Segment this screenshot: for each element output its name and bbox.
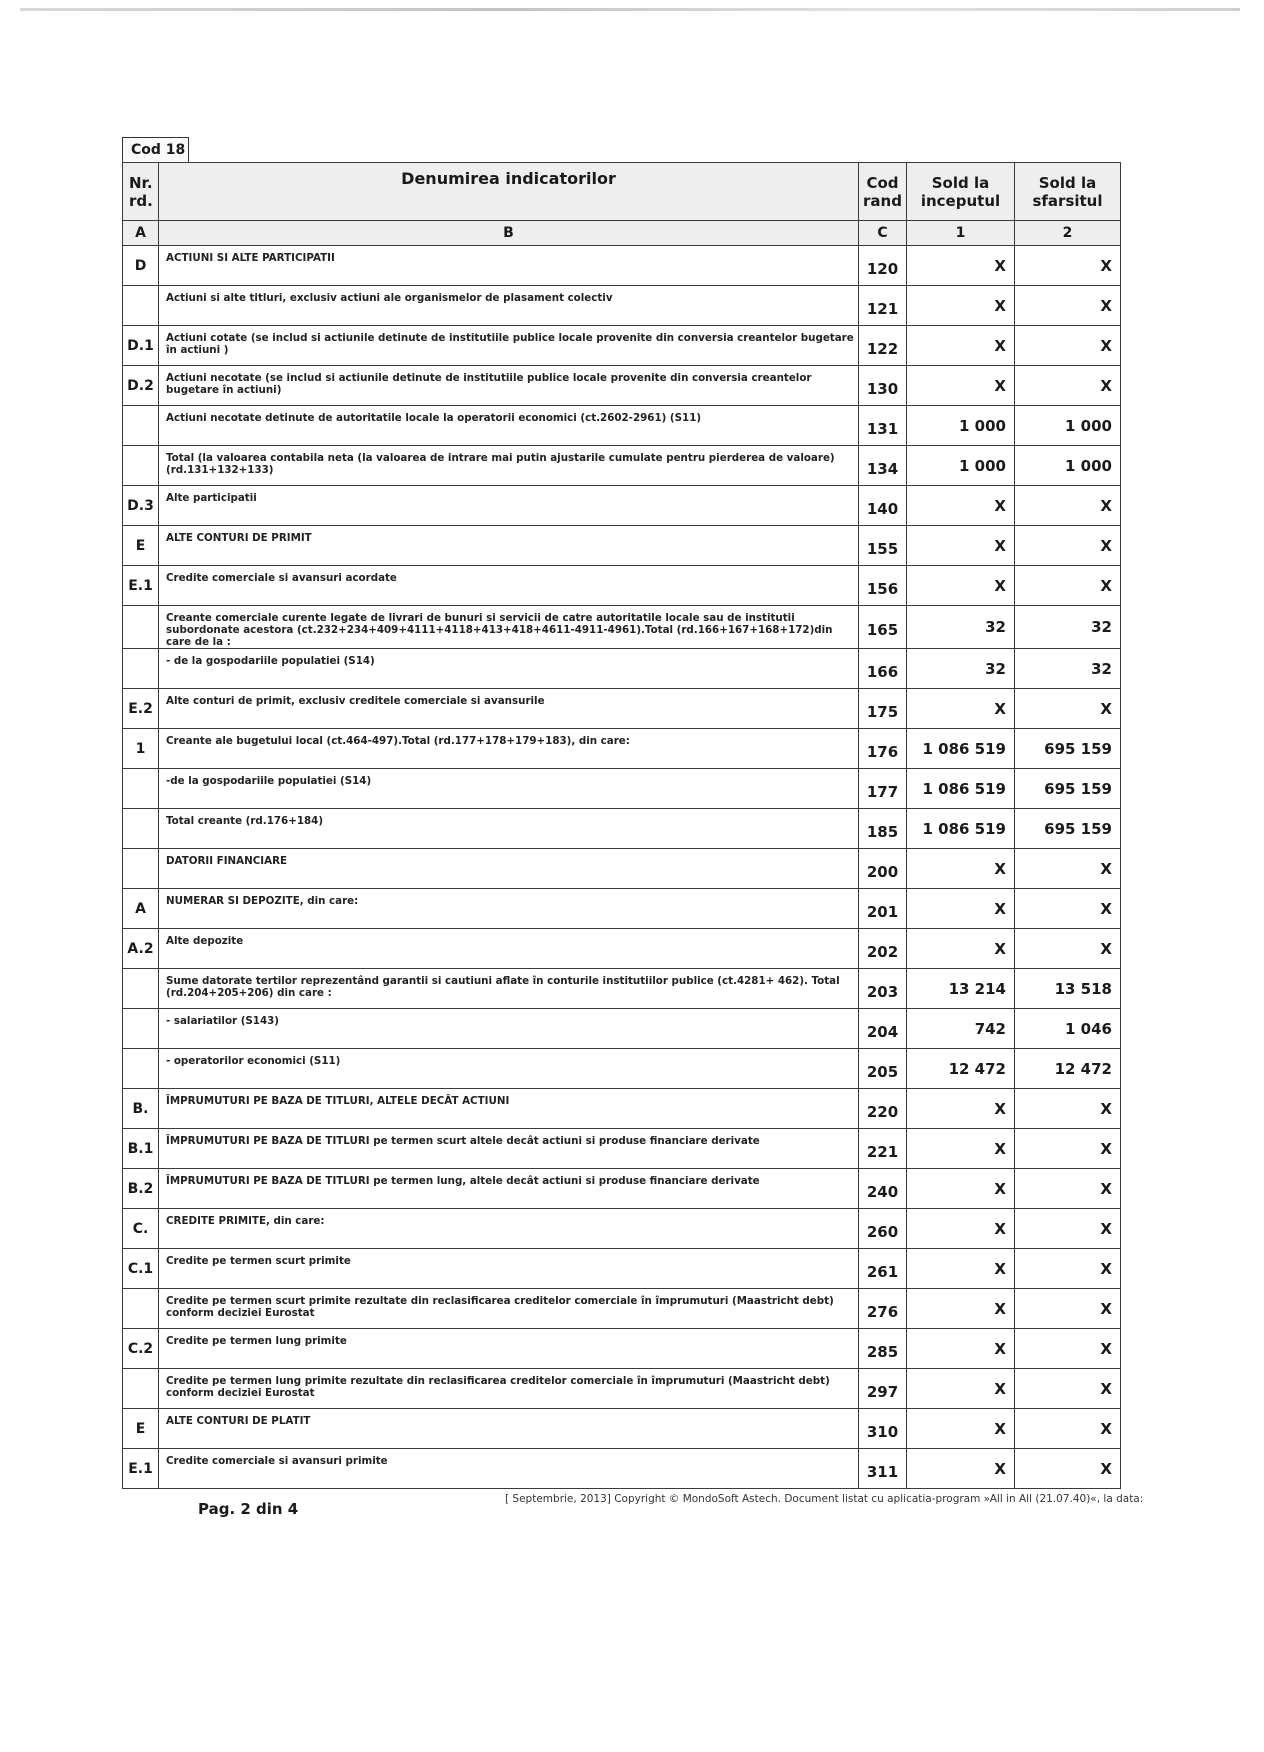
row-code: 200	[859, 849, 907, 889]
table-row	[123, 446, 1121, 486]
sold-sfarsit-value: X	[1015, 366, 1121, 406]
table-row	[123, 649, 1121, 689]
row-code: 220	[859, 1089, 907, 1129]
table-row	[123, 1049, 1121, 1089]
indicator-name: ACTIUNI SI ALTE PARTICIPATII	[159, 246, 859, 286]
sold-sfarsit-value: X	[1015, 929, 1121, 969]
header-cod-rand: Cod rand	[859, 163, 907, 221]
row-number: C.1	[123, 1249, 159, 1289]
row-code: 175	[859, 689, 907, 729]
sold-inceput-value: 32	[907, 649, 1015, 689]
table-row	[123, 1289, 1121, 1329]
indicator-name: Credite pe termen lung primite	[159, 1329, 859, 1369]
row-code: 122	[859, 326, 907, 366]
row-number: D.2	[123, 366, 159, 406]
row-code: 261	[859, 1249, 907, 1289]
row-code: 140	[859, 486, 907, 526]
letter-b: B	[159, 221, 859, 246]
row-number	[123, 1009, 159, 1049]
indicator-name: - operatorilor economici (S11)	[159, 1049, 859, 1089]
indicator-name: ÎMPRUMUTURI PE BAZA DE TITLURI, ALTELE DECÂT ACTIUNI	[159, 1089, 859, 1129]
sold-inceput-value: X	[907, 286, 1015, 326]
row-number: B.1	[123, 1129, 159, 1169]
indicator-name: Credite pe termen lung primite rezultate din reclasificarea creditelor comerciale în împrumuturi (Maastricht debt) conform deciziei Eurostat	[159, 1369, 859, 1409]
sold-sfarsit-value: 695 159	[1015, 769, 1121, 809]
row-code: 203	[859, 969, 907, 1009]
table-row	[123, 246, 1121, 286]
sold-sfarsit-value: X	[1015, 1209, 1121, 1249]
sold-inceput-value: X	[907, 929, 1015, 969]
sold-inceput-value: 32	[907, 606, 1015, 649]
sold-inceput-value: X	[907, 1409, 1015, 1449]
sold-sfarsit-value: X	[1015, 1249, 1121, 1289]
row-number: C.	[123, 1209, 159, 1249]
letter-1: 1	[907, 221, 1015, 246]
indicator-name: ALTE CONTURI DE PLATIT	[159, 1409, 859, 1449]
indicator-name: ALTE CONTURI DE PRIMIT	[159, 526, 859, 566]
table-row	[123, 1089, 1121, 1129]
table-row	[123, 286, 1121, 326]
sold-inceput-value: 1 086 519	[907, 769, 1015, 809]
table-row	[123, 849, 1121, 889]
table-row	[123, 969, 1121, 1009]
table-body	[123, 246, 1121, 1489]
sold-sfarsit-value: X	[1015, 1449, 1121, 1489]
sold-sfarsit-value: 13 518	[1015, 969, 1121, 1009]
sold-inceput-value: X	[907, 1449, 1015, 1489]
row-code: 156	[859, 566, 907, 606]
row-number: B.2	[123, 1169, 159, 1209]
sold-inceput-value: X	[907, 1289, 1015, 1329]
sold-inceput-value: 1 086 519	[907, 809, 1015, 849]
row-number: 1	[123, 729, 159, 769]
row-number	[123, 406, 159, 446]
row-code: 177	[859, 769, 907, 809]
indicator-name: Actiuni cotate (se includ si actiunile detinute de institutiile publice locale provenite din conversia creantelor bugetare în actiuni )	[159, 326, 859, 366]
sold-inceput-value: 1 000	[907, 406, 1015, 446]
sold-inceput-value: X	[907, 889, 1015, 929]
letter-c: C	[859, 221, 907, 246]
scan-edge	[20, 8, 1240, 11]
row-number	[123, 769, 159, 809]
sold-sfarsit-value: 1 046	[1015, 1009, 1121, 1049]
sold-sfarsit-value: X	[1015, 889, 1121, 929]
sold-sfarsit-value: 695 159	[1015, 729, 1121, 769]
indicator-name: Actiuni necotate (se includ si actiunile detinute de institutiile publice locale provenite din conversia creantelor bugetare în actiuni)	[159, 366, 859, 406]
sold-sfarsit-value: 695 159	[1015, 809, 1121, 849]
sold-sfarsit-value: X	[1015, 689, 1121, 729]
sold-sfarsit-value: 1 000	[1015, 406, 1121, 446]
row-code: 285	[859, 1329, 907, 1369]
sold-sfarsit-value: X	[1015, 1089, 1121, 1129]
row-number: B.	[123, 1089, 159, 1129]
row-code: 176	[859, 729, 907, 769]
table-row	[123, 486, 1121, 526]
sold-sfarsit-value: 12 472	[1015, 1049, 1121, 1089]
row-number	[123, 446, 159, 486]
row-code: 120	[859, 246, 907, 286]
table-row	[123, 1169, 1121, 1209]
row-code: 121	[859, 286, 907, 326]
letter-row	[123, 221, 1121, 246]
sold-inceput-value: X	[907, 1329, 1015, 1369]
row-code: 185	[859, 809, 907, 849]
indicators-table	[122, 162, 1121, 1489]
sold-inceput-value: 742	[907, 1009, 1015, 1049]
row-number: D.1	[123, 326, 159, 366]
indicator-name: Credite comerciale si avansuri acordate	[159, 566, 859, 606]
indicator-name: - de la gospodariile populatiei (S14)	[159, 649, 859, 689]
sold-inceput-value: X	[907, 689, 1015, 729]
sold-sfarsit-value: X	[1015, 1329, 1121, 1369]
header-row	[123, 163, 1121, 221]
indicator-name: Credite pe termen scurt primite	[159, 1249, 859, 1289]
sold-inceput-value: X	[907, 1249, 1015, 1289]
row-code: 276	[859, 1289, 907, 1329]
indicator-name: CREDITE PRIMITE, din care:	[159, 1209, 859, 1249]
header-denumire: Denumirea indicatorilor	[159, 163, 859, 221]
row-code: 134	[859, 446, 907, 486]
sold-sfarsit-value: X	[1015, 1289, 1121, 1329]
sold-inceput-value: X	[907, 1369, 1015, 1409]
indicator-name: Total (la valoarea contabila neta (la valoarea de intrare mai putin ajustarile cumulate pentru pierderea de valoare)(rd.131+132+133)	[159, 446, 859, 486]
indicator-name: ÎMPRUMUTURI PE BAZA DE TITLURI pe termen lung, altele decât actiuni si produse financiare derivate	[159, 1169, 859, 1209]
row-code: 204	[859, 1009, 907, 1049]
indicator-name: Actiuni si alte titluri, exclusiv actiuni ale organismelor de plasament colectiv	[159, 286, 859, 326]
row-code: 130	[859, 366, 907, 406]
row-number: C.2	[123, 1329, 159, 1369]
sold-inceput-value: X	[907, 849, 1015, 889]
row-code: 166	[859, 649, 907, 689]
copyright-notice: [ Septembrie, 2013] Copyright © MondoSoft Astech. Document listat cu aplicatia-program »All in All (21.07.40)«, la data:	[505, 1493, 1144, 1505]
row-code: 310	[859, 1409, 907, 1449]
table-row	[123, 326, 1121, 366]
indicator-name: Sume datorate tertilor reprezentând garantii si cautiuni aflate în conturile institutiilor publice (ct.4281+ 462). Total (rd.204+205+206) din care :	[159, 969, 859, 1009]
indicator-name: Creante comerciale curente legate de livrari de bunuri si servicii de catre autoritatile locale sau de institutii subordonate acestora (ct.232+234+409+4111+4118+413+418+4611-4911-4961).Total (rd.166+167+168+172)din care de la :	[159, 606, 859, 649]
row-code: 260	[859, 1209, 907, 1249]
table-row	[123, 406, 1121, 446]
row-number	[123, 1369, 159, 1409]
table-row	[123, 1449, 1121, 1489]
sold-sfarsit-value: 32	[1015, 649, 1121, 689]
row-code: 205	[859, 1049, 907, 1089]
header-nr: Nr. rd.	[123, 163, 159, 221]
row-code: 311	[859, 1449, 907, 1489]
sold-sfarsit-value: X	[1015, 1409, 1121, 1449]
sold-inceput-value: X	[907, 366, 1015, 406]
table-row	[123, 1369, 1121, 1409]
sold-sfarsit-value: X	[1015, 286, 1121, 326]
form-code: Cod 18	[122, 137, 189, 163]
row-code: 155	[859, 526, 907, 566]
indicator-name: ÎMPRUMUTURI PE BAZA DE TITLURI pe termen scurt altele decât actiuni si produse financiare derivate	[159, 1129, 859, 1169]
header-sold-sfarsit: Sold la sfarsitul	[1015, 163, 1121, 221]
sold-sfarsit-value: X	[1015, 486, 1121, 526]
row-number: D.3	[123, 486, 159, 526]
table-row	[123, 366, 1121, 406]
table-row	[123, 526, 1121, 566]
row-number: E	[123, 526, 159, 566]
sold-inceput-value: X	[907, 1209, 1015, 1249]
sold-sfarsit-value: X	[1015, 1129, 1121, 1169]
indicator-name: Actiuni necotate detinute de autoritatile locale la operatorii economici (ct.2602-2961) (S11)	[159, 406, 859, 446]
sold-sfarsit-value: 1 000	[1015, 446, 1121, 486]
row-code: 201	[859, 889, 907, 929]
row-number	[123, 1049, 159, 1089]
sold-sfarsit-value: X	[1015, 526, 1121, 566]
table-row	[123, 889, 1121, 929]
sold-inceput-value: X	[907, 326, 1015, 366]
sold-inceput-value: X	[907, 566, 1015, 606]
row-code: 221	[859, 1129, 907, 1169]
row-number: E.2	[123, 689, 159, 729]
row-number	[123, 849, 159, 889]
page-number: Pag. 2 din 4	[198, 1500, 299, 1518]
sold-sfarsit-value: X	[1015, 849, 1121, 889]
sold-sfarsit-value: X	[1015, 1369, 1121, 1409]
indicator-name: Credite comerciale si avansuri primite	[159, 1449, 859, 1489]
table-row	[123, 729, 1121, 769]
row-number: A	[123, 889, 159, 929]
table-row	[123, 606, 1121, 649]
indicator-name: NUMERAR SI DEPOZITE, din care:	[159, 889, 859, 929]
indicator-name: DATORII FINANCIARE	[159, 849, 859, 889]
row-number	[123, 286, 159, 326]
table-row	[123, 1129, 1121, 1169]
table-row	[123, 769, 1121, 809]
indicator-name: Alte participatii	[159, 486, 859, 526]
table-row	[123, 1209, 1121, 1249]
indicator-name: - salariatilor (S143)	[159, 1009, 859, 1049]
table-row	[123, 809, 1121, 849]
sold-sfarsit-value: X	[1015, 1169, 1121, 1209]
row-number: E.1	[123, 1449, 159, 1489]
indicator-name: Credite pe termen scurt primite rezultate din reclasificarea creditelor comerciale în împrumuturi (Maastricht debt) conform deciziei Eurostat	[159, 1289, 859, 1329]
row-code: 202	[859, 929, 907, 969]
sold-sfarsit-value: 32	[1015, 606, 1121, 649]
table-row	[123, 1249, 1121, 1289]
row-number	[123, 809, 159, 849]
header-sold-inceput: Sold la inceputul	[907, 163, 1015, 221]
table-row	[123, 566, 1121, 606]
row-number: D	[123, 246, 159, 286]
row-code: 131	[859, 406, 907, 446]
sold-inceput-value: 12 472	[907, 1049, 1015, 1089]
sold-inceput-value: X	[907, 486, 1015, 526]
sold-inceput-value: X	[907, 1129, 1015, 1169]
indicator-name: Alte conturi de primit, exclusiv creditele comerciale si avansurile	[159, 689, 859, 729]
row-code: 297	[859, 1369, 907, 1409]
sold-inceput-value: 1 000	[907, 446, 1015, 486]
table-row	[123, 1409, 1121, 1449]
row-number: E.1	[123, 566, 159, 606]
row-number	[123, 649, 159, 689]
sold-inceput-value: X	[907, 526, 1015, 566]
row-code: 165	[859, 606, 907, 649]
indicator-name: Alte depozite	[159, 929, 859, 969]
sold-inceput-value: 1 086 519	[907, 729, 1015, 769]
table-row	[123, 1329, 1121, 1369]
table-row	[123, 689, 1121, 729]
row-number: E	[123, 1409, 159, 1449]
indicator-name: -de la gospodariile populatiei (S14)	[159, 769, 859, 809]
letter-2: 2	[1015, 221, 1121, 246]
indicators-table-wrapper	[122, 162, 1120, 1489]
table-row	[123, 929, 1121, 969]
row-number	[123, 606, 159, 649]
sold-sfarsit-value: X	[1015, 246, 1121, 286]
sold-inceput-value: X	[907, 1089, 1015, 1129]
sold-inceput-value: X	[907, 1169, 1015, 1209]
sold-sfarsit-value: X	[1015, 326, 1121, 366]
row-code: 240	[859, 1169, 907, 1209]
row-number	[123, 969, 159, 1009]
sold-inceput-value: X	[907, 246, 1015, 286]
row-number	[123, 1289, 159, 1329]
indicator-name: Creante ale bugetului local (ct.464-497).Total (rd.177+178+179+183), din care:	[159, 729, 859, 769]
sold-inceput-value: 13 214	[907, 969, 1015, 1009]
row-number: A.2	[123, 929, 159, 969]
table-row	[123, 1009, 1121, 1049]
indicator-name: Total creante (rd.176+184)	[159, 809, 859, 849]
letter-a: A	[123, 221, 159, 246]
sold-sfarsit-value: X	[1015, 566, 1121, 606]
